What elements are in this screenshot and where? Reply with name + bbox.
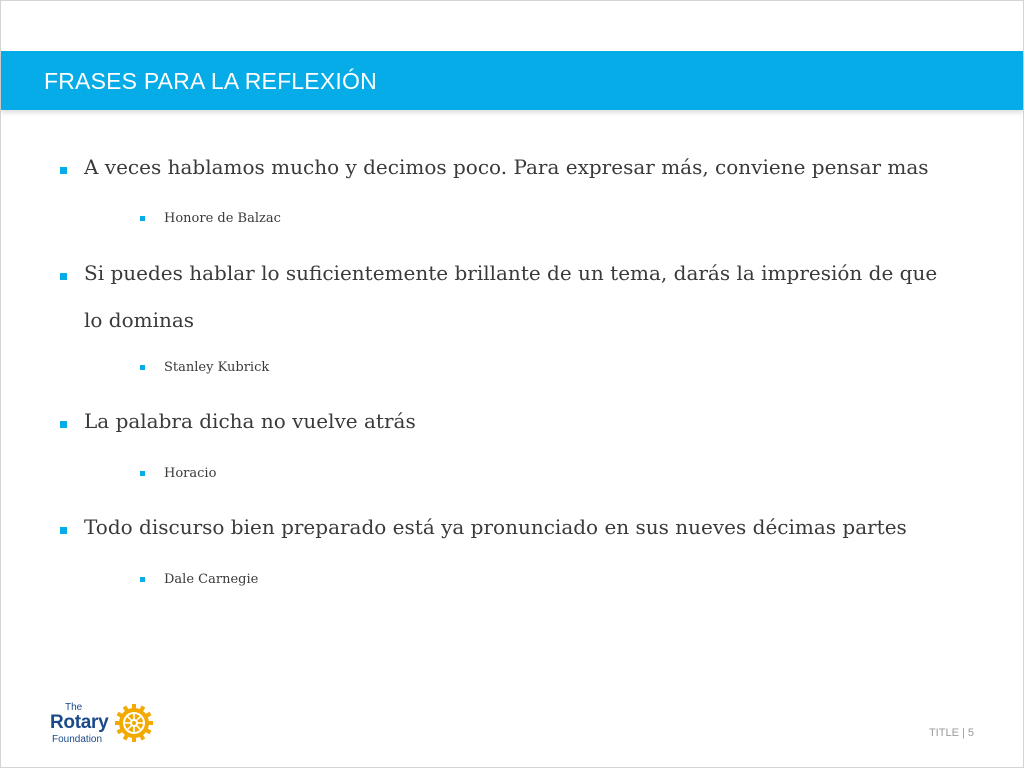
quote-text: A veces hablamos mucho y decimos poco. Para expresar más, conviene pensar mas <box>84 155 929 179</box>
square-bullet-icon <box>140 577 145 582</box>
square-bullet-icon <box>140 365 145 370</box>
footer-page-label: TITLE | 5 <box>928 727 974 739</box>
logo-the-text: The <box>65 702 83 713</box>
author-item <box>140 211 281 226</box>
rotary-foundation-logo <box>48 702 158 746</box>
square-bullet-icon <box>140 471 145 476</box>
author-name: Horacio <box>164 466 217 481</box>
logo-foundation-text: Foundation <box>52 734 103 745</box>
author-name: Dale Carnegie <box>164 572 259 587</box>
quote-item <box>60 155 980 191</box>
quote-item <box>60 409 980 445</box>
quote-text: Si puedes hablar lo suficientemente brillante de un tema, darás la impresión de que lo dominas <box>84 261 938 332</box>
quote-item <box>60 515 980 551</box>
logo-rotary-text: Rotary <box>50 712 109 733</box>
slide-title: FRASES PARA LA REFLEXIÓN <box>44 68 377 94</box>
quote-item <box>60 261 980 344</box>
author-name: Honore de Balzac <box>164 211 281 226</box>
square-bullet-icon <box>60 167 67 174</box>
quote-text: La palabra dicha no vuelve atrás <box>84 409 416 433</box>
square-bullet-icon <box>140 216 145 221</box>
square-bullet-icon <box>60 273 67 280</box>
author-item <box>140 360 269 375</box>
square-bullet-icon <box>60 527 67 534</box>
square-bullet-icon <box>60 421 67 428</box>
quote-text: Todo discurso bien preparado está ya pronunciado en sus nueves décimas partes <box>84 515 907 539</box>
rotary-wheel-icon <box>114 703 154 743</box>
author-name: Stanley Kubrick <box>164 360 270 375</box>
author-item <box>140 572 258 587</box>
author-item <box>140 466 216 481</box>
